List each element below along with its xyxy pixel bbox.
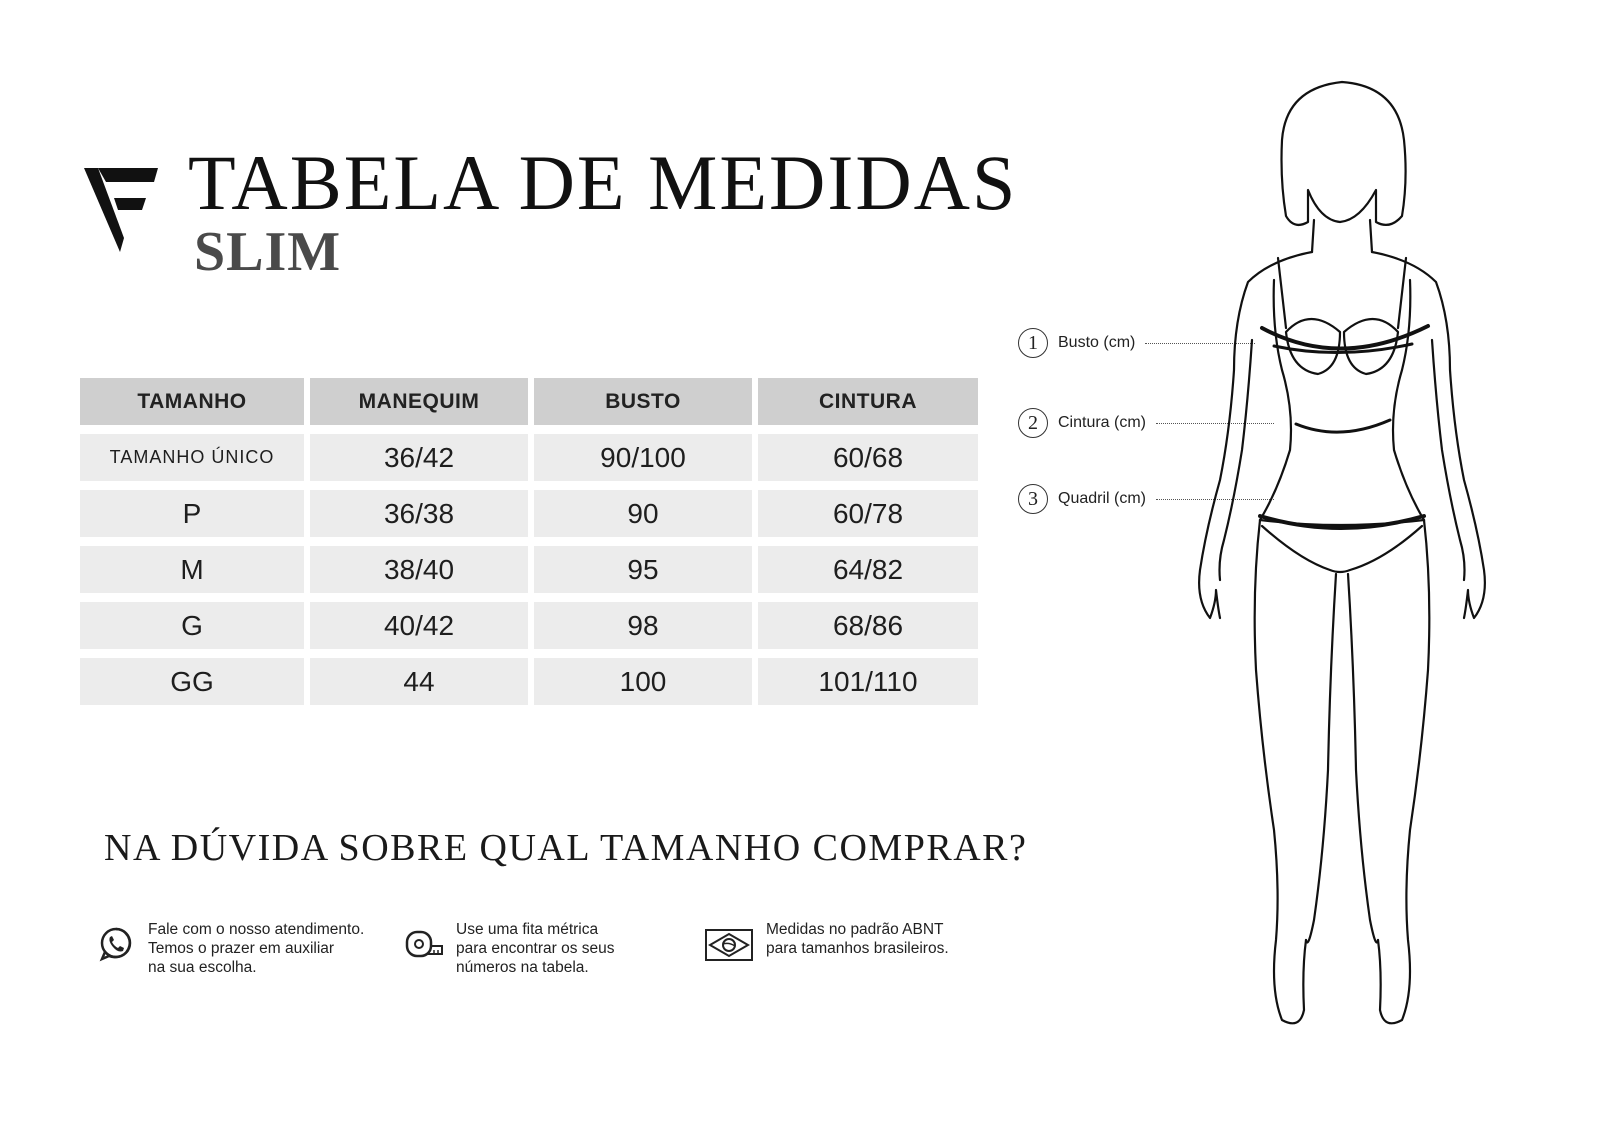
help-question: NA DÚVIDA SOBRE QUAL TAMANHO COMPRAR? xyxy=(104,827,1028,869)
table-cell: 44 xyxy=(310,658,528,705)
column-header: BUSTO xyxy=(534,378,752,425)
table-cell: 68/86 xyxy=(758,602,978,649)
table-cell: G xyxy=(80,602,304,649)
table-cell: 90 xyxy=(534,490,752,537)
page-title: TABELA DE MEDIDAS xyxy=(188,139,1018,226)
table-cell: 100 xyxy=(534,658,752,705)
body-figure-illustration xyxy=(1190,70,1510,1050)
table-row xyxy=(80,434,978,481)
size-table xyxy=(74,369,984,714)
table-cell: GG xyxy=(80,658,304,705)
measurement-number: 3 xyxy=(1018,484,1048,514)
table-cell: 36/38 xyxy=(310,490,528,537)
tip-measuring-tape xyxy=(404,920,615,977)
table-cell: 60/78 xyxy=(758,490,978,537)
whatsapp-icon xyxy=(96,924,136,964)
measurement-number: 2 xyxy=(1018,408,1048,438)
column-header: MANEQUIM xyxy=(310,378,528,425)
table-cell: 36/42 xyxy=(310,434,528,481)
table-cell: M xyxy=(80,546,304,593)
table-row xyxy=(80,546,978,593)
measurement-label: Quadril (cm) xyxy=(1058,490,1147,507)
measuring-tape-icon xyxy=(404,924,444,964)
measurement-number: 1 xyxy=(1018,328,1048,358)
tip-line: para tamanhos brasileiros. xyxy=(766,940,949,957)
page-subtitle: SLIM xyxy=(194,221,342,283)
table-row xyxy=(80,658,978,705)
tip-line: números na tabela. xyxy=(456,959,589,976)
tip-line: Medidas no padrão ABNT xyxy=(766,921,944,938)
tip-abnt xyxy=(704,920,949,964)
table-row xyxy=(80,490,978,537)
tip-line: para encontrar os seus xyxy=(456,940,615,957)
table-cell: 38/40 xyxy=(310,546,528,593)
table-row xyxy=(80,602,978,649)
table-cell: 95 xyxy=(534,546,752,593)
table-cell: P xyxy=(80,490,304,537)
brand-logo xyxy=(84,168,160,252)
table-header-row xyxy=(80,378,978,425)
column-header: CINTURA xyxy=(758,378,978,425)
column-header: TAMANHO xyxy=(80,378,304,425)
tip-line: Fale com o nosso atendimento. xyxy=(148,921,365,938)
table-cell: 98 xyxy=(534,602,752,649)
table-cell: 60/68 xyxy=(758,434,978,481)
brazil-flag-icon xyxy=(704,924,754,964)
tip-line: Temos o prazer em auxiliar xyxy=(148,940,335,957)
table-cell: 64/82 xyxy=(758,546,978,593)
measurement-label: Cintura (cm) xyxy=(1058,414,1147,431)
table-cell: 101/110 xyxy=(758,658,978,705)
tip-line: Use uma fita métrica xyxy=(456,921,599,938)
table-cell: 40/42 xyxy=(310,602,528,649)
table-cell: 90/100 xyxy=(534,434,752,481)
measurement-label: Busto (cm) xyxy=(1058,334,1136,351)
tip-whatsapp xyxy=(96,920,364,977)
tip-line: na sua escolha. xyxy=(148,959,257,976)
table-cell: TAMANHO ÚNICO xyxy=(80,434,304,481)
